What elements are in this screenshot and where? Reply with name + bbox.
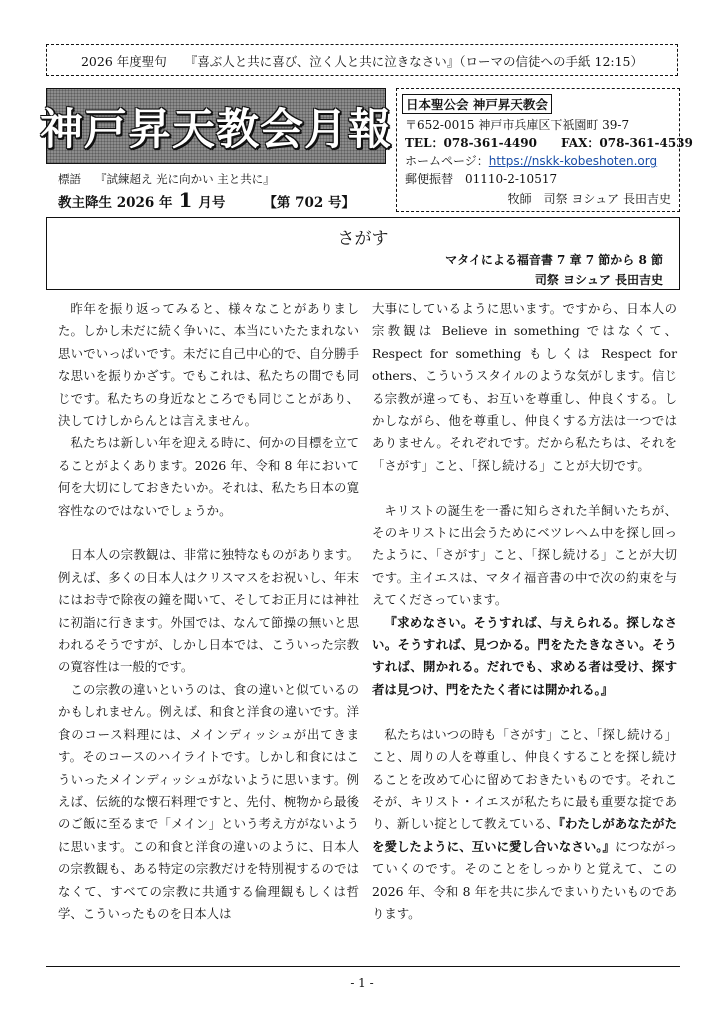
homepage-label: ホームページ： — [405, 154, 489, 168]
theme-verse-text: 『喜ぶ人と共に喜び、泣く人と共に泣きなさい』（ローマの信徒への手紙 12:15） — [184, 54, 644, 69]
issue-prefix: 教主降生 2026 年 — [58, 195, 173, 211]
motto-label: 標語 — [58, 172, 81, 186]
issue-month: 1 — [178, 188, 193, 212]
body-left-column — [58, 298, 359, 925]
body-text: 私たちはいつの時も「さがす」こと、「探し続ける」こと、周りの人を尊重し、仲良くすることを探し続けることを改めて心に留めておきたいものです。それこそが、キリスト・イエスが私たちに最も重要な掟であり、新しい掟として教えている、 — [372, 726, 677, 832]
motto — [58, 171, 275, 187]
scripture-quote: 『求めなさい。そうすれば、与えられる。探しなさい。そうすれば、見つかる。門をたたきなさい。そうすれば、開かれる。だれでも、求める者は受け、探す者は見つけ、門をたたく者には開かれる。』 — [372, 614, 677, 697]
church-address: 〒652-0015 神戸市兵庫区下祇園町 39-7 — [405, 118, 630, 132]
issue-line — [58, 188, 355, 212]
theme-verse — [47, 52, 677, 70]
body-text: につながっていくのです。そのことをしっかりと覚えて、この 2026 年、令和 8 年を共に歩んでまいりたいものであります。 — [372, 838, 677, 921]
sermon-author: 司祭 ヨシュア 長田吉史 — [534, 273, 663, 287]
body-paragraph: 昨年を振り返ってみると、様々なことがありました。しかし未だに続く争いに、本当にいたたまれない思いでいっぱいです。未だに自己中心的で、自分勝手な思いを振りかざす。でもこれは、私たちの間でも同じです。私たちの身近なところでも同じことがあり、決してけしからんとは言えません。 — [58, 301, 359, 429]
church-name: 日本聖公会 神戸昇天教会 — [402, 94, 552, 114]
church-homepage-line — [405, 152, 657, 169]
sermon-title: さがす — [337, 229, 389, 249]
homepage-link[interactable]: https://nskk-kobeshoten.org — [488, 154, 658, 168]
scripture-quote-inline: 『わたしがあなたがたを愛したように、互いに愛し合いなさい。』 — [372, 816, 677, 854]
body-paragraph: 大事にしているように思います。ですから、日本人の宗教観は Believe in something ではなくて、Respect for something もしくは Respect for others、こういうスタイルのような気がします。信じる宗教が違っても、お互いを尊重し、仲良くする。しかしながら、他を尊重し、仲良くする方法は一つではありません。それぞれです。だから私たちは、それを「さがす」こと、「探し続ける」ことが大切です。 — [372, 301, 677, 473]
body-paragraph: 日本人の宗教観は、非常に独特なものがあります。例えば、多くの日本人はクリスマスをお祝いし、年末にはお寺で除夜の鐘を聞いて、そしてお正月には神社に初詣に行きます。外国では、なんて節操の無いと思われるそうですが、しかし日本では、こういった宗教の寛容性は一般的です。 — [58, 547, 359, 675]
church-postal-transfer: 郵便振替 01110-2-10517 — [405, 172, 558, 186]
body-paragraph: この宗教の違いというのは、食の違いと似ているのかもしれません。例えば、和食と洋食の違いです。洋食のコース料理には、メインディッシュが出てきます。そのコースのハイライトです。しかし和食にはこういったメインディッシュがないように思います。例えば、伝統的な懐石料理ですと、先付、椀物から最後のご飯に至るまで「メイン」という考え方がないように思います。この和食と洋食の違いのように、日本人の宗教観も、ある特定の宗教だけを特別視するのではなくて、すべての宗教に共通する倫理観もしくは哲学、こういったものを日本人は — [58, 681, 359, 921]
church-pastor: 牧師 司祭 ヨシュア 長田吉史 — [507, 192, 671, 206]
page-number: - 1 - — [350, 976, 374, 990]
motto-text: 『試練超え 光に向かい 主と共に』 — [95, 172, 275, 186]
masthead — [40, 88, 392, 164]
newsletter-title: 神戸昇天教会月報 — [40, 104, 392, 155]
theme-year-label: 2026 年度聖句 — [80, 54, 167, 69]
issue-suffix: 月号 — [198, 195, 226, 211]
church-tel: TEL：078-361-4490 — [405, 136, 537, 150]
theme-verse-box — [46, 44, 678, 76]
sermon-header — [46, 217, 680, 290]
body-paragraph — [372, 724, 677, 926]
issue-number: 【第 702 号】 — [263, 195, 355, 211]
body-right-column — [372, 298, 677, 925]
church-phone-line — [405, 134, 693, 151]
church-info-box — [396, 88, 693, 212]
body-paragraph: 私たちは新しい年を迎える時に、何かの目標を立てることがよくあります。2026 年、令和 8 年において何を大切にしておきたいか。それは、私たち日本の寛容性なのではないでしょうか。 — [58, 435, 359, 518]
church-fax: FAX：078-361-4539 — [560, 136, 693, 150]
sermon-reference: マタイによる福音書 7 章 7 節から 8 節 — [445, 253, 663, 267]
body-paragraph: キリストの誕生を一番に知らされた羊飼いたちが、そのキリストに出会うためにベツレヘム中を探し回ったように、「さがす」こと、「探し続ける」ことが大切です。主イエスは、マタイ福音書の中で次の約束を与えてくださっています。 — [372, 502, 677, 608]
footer-rule — [46, 966, 680, 967]
